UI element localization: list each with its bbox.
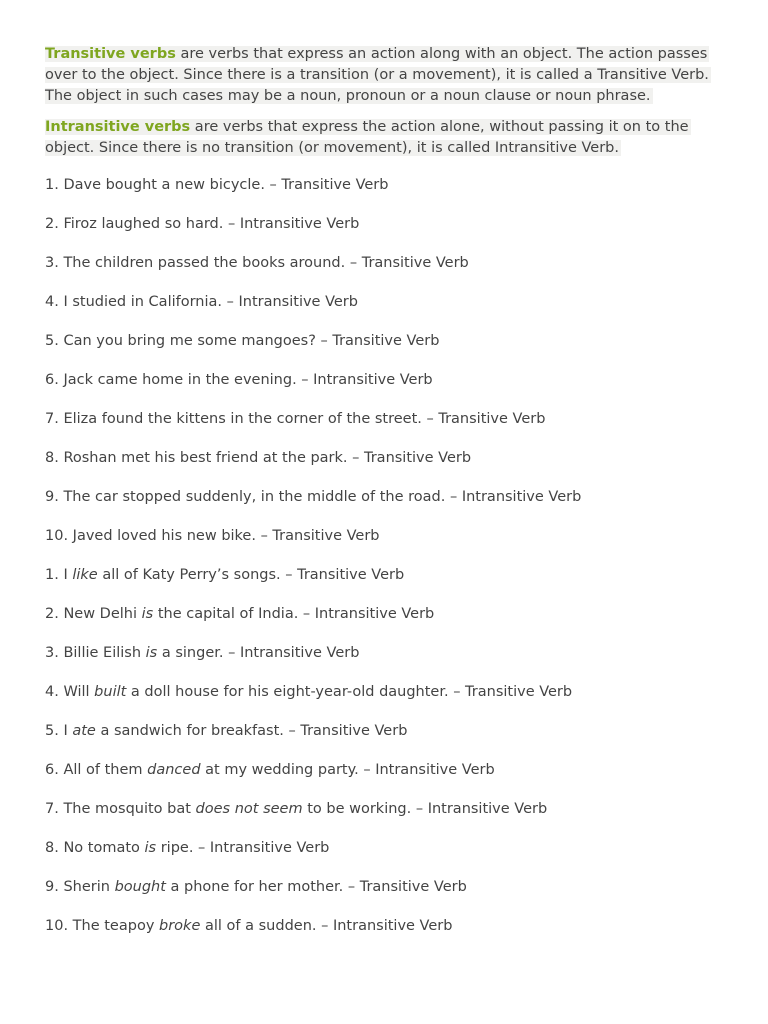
list-item xyxy=(45,838,723,877)
item-verb: does not seem xyxy=(195,801,303,817)
item-text-before: 9. Sherin xyxy=(45,879,115,895)
item-text-before: 5. I xyxy=(45,723,73,739)
list-item xyxy=(45,799,723,838)
item-text-after: to be working. – Intransitive Verb xyxy=(302,801,548,817)
list-item: 5. Can you bring me some mangoes? – Transitive Verb xyxy=(45,333,440,349)
list-item xyxy=(45,721,723,760)
list-item: 3. The children passed the books around. – Transitive Verb xyxy=(45,255,469,271)
list-item xyxy=(45,604,723,643)
list-item: 4. I studied in California. – Intransitive Verb xyxy=(45,294,358,310)
item-text-before: 10. The teapoy xyxy=(45,918,160,934)
item-text-before: 6. All of them xyxy=(45,762,148,778)
intransitive-definition-text: are verbs that express the action alone, without passing it on to the object. Since there is no transition (or movement), it is called Intransitive Verb. xyxy=(45,119,689,156)
list-item: 7. Eliza found the kittens in the corner of the street. – Transitive Verb xyxy=(45,411,546,427)
list-item xyxy=(45,565,723,604)
item-text-after: the capital of India. – Intransitive Verb xyxy=(153,606,435,622)
list-item xyxy=(45,682,723,721)
example-list-two xyxy=(45,565,723,955)
list-item: 1. Dave bought a new bicycle. – Transitive Verb xyxy=(45,177,389,193)
list-item xyxy=(45,760,723,799)
intransitive-definition xyxy=(45,117,723,159)
item-text-after: at my wedding party. – Intransitive Verb xyxy=(200,762,495,778)
item-text-after: all of Katy Perry’s songs. – Transitive Verb xyxy=(97,567,405,583)
transitive-definition xyxy=(45,44,723,107)
list-item xyxy=(45,916,723,955)
list-item xyxy=(45,643,723,682)
item-verb: broke xyxy=(159,918,201,934)
item-text-after: a singer. – Intransitive Verb xyxy=(157,645,360,661)
item-verb: is xyxy=(144,840,157,856)
list-item: 6. Jack came home in the evening. – Intransitive Verb xyxy=(45,372,433,388)
list-item: 9. The car stopped suddenly, in the middle of the road. – Intransitive Verb xyxy=(45,489,582,505)
item-verb: bought xyxy=(114,879,166,895)
list-item: 2. Firoz laughed so hard. – Intransitive Verb xyxy=(45,216,360,232)
item-text-after: all of a sudden. – Intransitive Verb xyxy=(200,918,453,934)
item-text-before: 3. Billie Eilish xyxy=(45,645,146,661)
item-verb: built xyxy=(94,684,127,700)
item-text-before: 8. No tomato xyxy=(45,840,145,856)
list-item: 10. Javed loved his new bike. – Transitive Verb xyxy=(45,528,380,544)
transitive-definition-text: are verbs that express an action along with an object. The action passes over to the object. Since there is a transition (or a movement), it is called a Transitive Verb. The object in such cases may be a noun, pronoun or a noun clause or noun phrase. xyxy=(45,46,709,104)
item-verb: like xyxy=(72,567,98,583)
intransitive-term: Intransitive verbs xyxy=(45,119,191,135)
item-verb: ate xyxy=(72,723,96,739)
item-verb: is xyxy=(141,606,154,622)
item-text-after: a doll house for his eight-year-old daughter. – Transitive Verb xyxy=(126,684,573,700)
list-item: 8. Roshan met his best friend at the park. – Transitive Verb xyxy=(45,450,472,466)
list-item xyxy=(45,877,723,916)
example-list-one xyxy=(45,175,723,565)
transitive-definition-highlight xyxy=(45,46,711,104)
item-text-after: a sandwich for breakfast. – Transitive Verb xyxy=(95,723,408,739)
item-verb: is xyxy=(145,645,158,661)
item-text-before: 7. The mosquito bat xyxy=(45,801,196,817)
intransitive-definition-highlight xyxy=(45,119,691,156)
item-text-before: 4. Will xyxy=(45,684,95,700)
item-text-after: a phone for her mother. – Transitive Verb xyxy=(165,879,467,895)
transitive-term: Transitive verbs xyxy=(45,46,176,62)
item-text-before: 2. New Delhi xyxy=(45,606,142,622)
item-verb: danced xyxy=(147,762,201,778)
item-text-after: ripe. – Intransitive Verb xyxy=(156,840,330,856)
item-text-before: 1. I xyxy=(45,567,73,583)
